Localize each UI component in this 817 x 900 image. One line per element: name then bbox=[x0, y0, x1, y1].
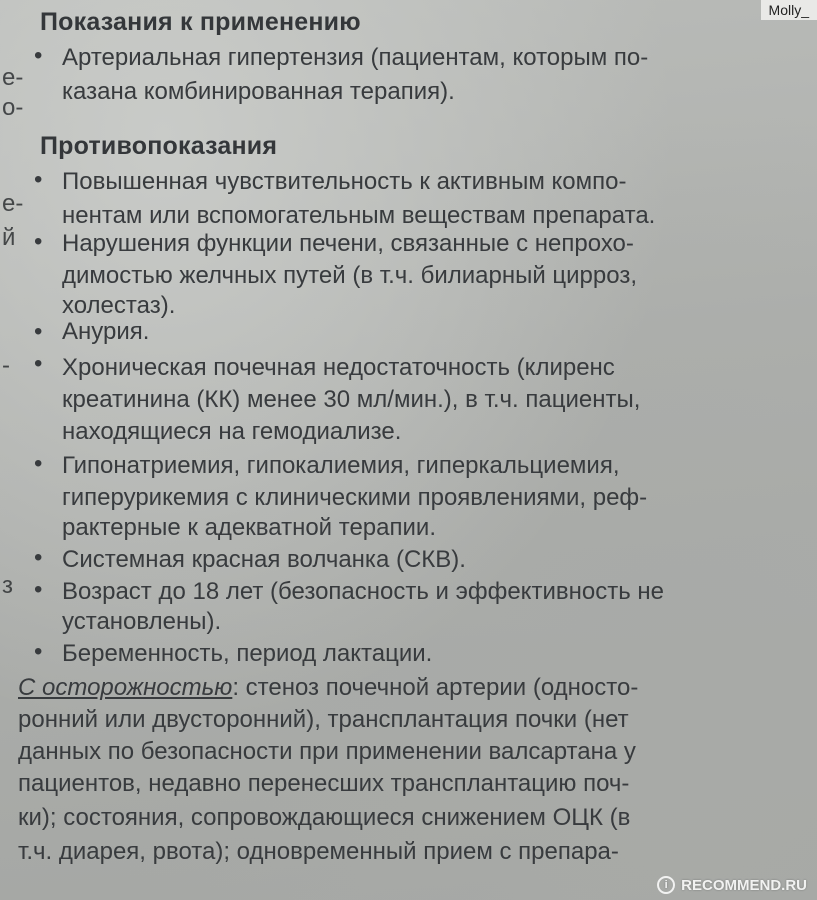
contraindication-line: установлены). bbox=[62, 608, 222, 635]
bullet-icon: • bbox=[34, 350, 43, 377]
contraindication-line: Возраст до 18 лет (безопасность и эффективность не bbox=[62, 578, 664, 605]
bullet-icon: • bbox=[34, 638, 43, 665]
contraindication-line: Гипонатриемия, гипокалиемия, гиперкальциемия, bbox=[62, 452, 620, 479]
bullet-icon: • bbox=[34, 166, 43, 193]
bullet-icon: • bbox=[34, 228, 43, 255]
contraindication-line: холестаз). bbox=[62, 292, 176, 319]
indication-line: казана комбинированная терапия). bbox=[62, 78, 455, 105]
bullet-icon: • bbox=[34, 42, 43, 69]
contraindication-line: Анурия. bbox=[62, 318, 150, 345]
username-watermark: Molly_ bbox=[761, 0, 817, 20]
contraindication-line: димостью желчных путей (в т.ч. билиарный цирроз, bbox=[62, 262, 638, 289]
indications-heading: Показания к применению bbox=[40, 8, 361, 36]
caution-line: пациентов, недавно перенесших трансплантацию поч- bbox=[18, 770, 630, 797]
edge-fragment: е- bbox=[2, 64, 24, 91]
contraindication-line: Нарушения функции печени, связанные с непрохо- bbox=[62, 230, 634, 257]
indication-line: Артериальная гипертензия (пациентам, которым по- bbox=[62, 44, 649, 71]
caution-text: : стеноз почечной артерии (односто- bbox=[232, 674, 639, 701]
bullet-icon: • bbox=[34, 318, 43, 345]
site-logo bbox=[657, 876, 807, 894]
caution-label: С осторожностью bbox=[18, 674, 233, 701]
contraindications-heading: Противопоказания bbox=[40, 132, 278, 160]
contraindication-line: рактерные к адекватной терапии. bbox=[62, 514, 436, 541]
contraindication-line: находящиеся на гемодиализе. bbox=[62, 418, 402, 445]
bullet-icon: • bbox=[34, 450, 43, 477]
contraindication-line: Повышенная чувствительность к активным компо- bbox=[62, 168, 627, 195]
edge-fragment: - bbox=[2, 352, 10, 379]
edge-fragment: о- bbox=[2, 94, 24, 121]
caution-line: т.ч. диарея, рвота); одновременный прием с препара- bbox=[18, 838, 619, 865]
caution-line: ронний или двусторонний), трансплантация почки (нет bbox=[18, 706, 629, 733]
contraindication-line: нентам или вспомогательным веществам препарата. bbox=[62, 202, 656, 229]
edge-fragment: з bbox=[2, 572, 14, 599]
bullet-icon: • bbox=[34, 576, 43, 603]
contraindication-line: Системная красная волчанка (СКВ). bbox=[62, 546, 466, 573]
contraindication-line: гиперурикемия с клиническими проявлениями, реф- bbox=[62, 484, 648, 511]
contraindication-line: креатинина (КК) менее 30 мл/мин.), в т.ч. пациенты, bbox=[62, 386, 641, 413]
caution-line bbox=[18, 674, 638, 702]
caution-line: данных по безопасности при применении валсартана у bbox=[18, 738, 636, 765]
contraindication-line: Хроническая почечная недостаточность (клиренс bbox=[62, 354, 615, 381]
caution-line: ки); состояния, сопровождающиеся снижением ОЦК (в bbox=[18, 804, 631, 831]
edge-fragment: й bbox=[2, 224, 16, 251]
logo-text: RECOMMEND.RU bbox=[681, 876, 807, 894]
bullet-icon: • bbox=[34, 544, 43, 571]
contraindication-line: Беременность, период лактации. bbox=[62, 640, 433, 667]
logo-icon: i bbox=[657, 876, 675, 894]
edge-fragment: е- bbox=[2, 190, 24, 217]
